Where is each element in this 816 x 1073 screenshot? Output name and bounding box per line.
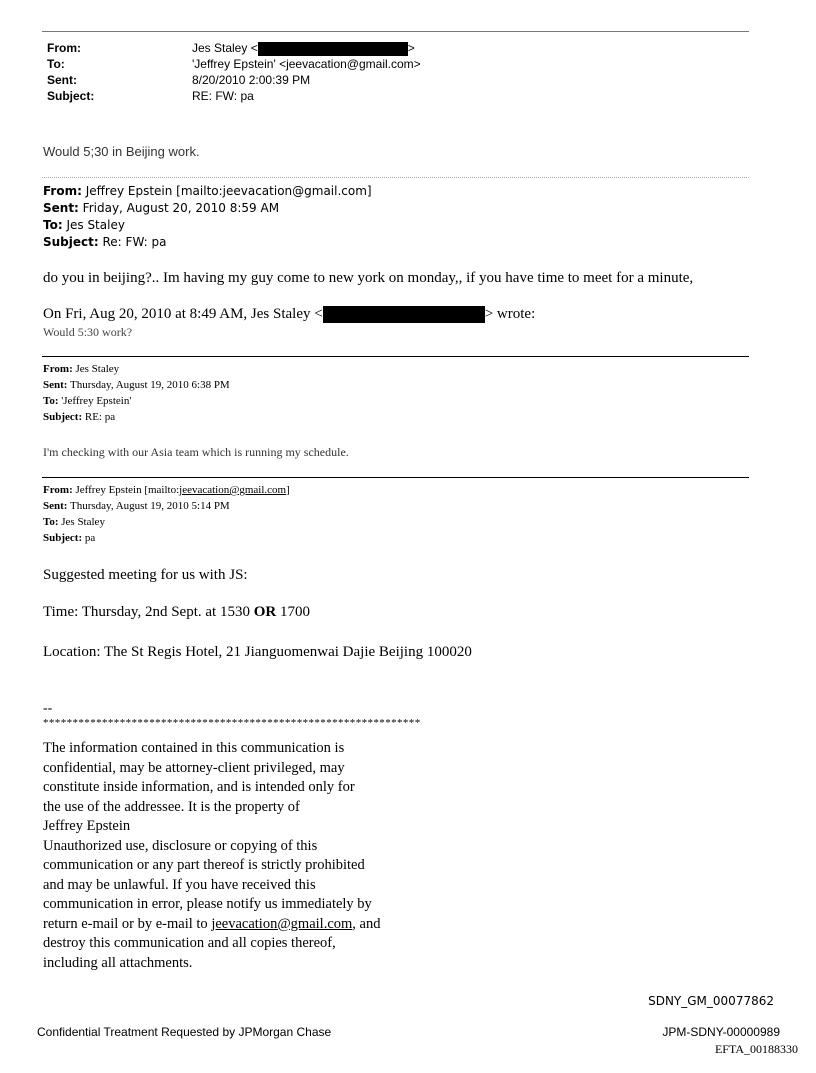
msg3-from: [43, 362, 119, 377]
signature-dashes: --: [43, 701, 53, 716]
msg2-subject: [43, 234, 166, 250]
msg4-to-label: To:: [43, 516, 59, 528]
quote-intro-end: > wrote:: [484, 306, 536, 322]
header-sent-value: 8/20/2010 2:00:39 PM: [192, 73, 311, 87]
msg2-quote-intro: [43, 306, 535, 323]
msg3-to-value: 'Jeffrey Epstein': [58, 395, 132, 407]
header-subject-label: Subject:: [47, 89, 95, 103]
msg2-subject-label: Subject:: [43, 235, 99, 249]
msg2-sent-value: Friday, August 20, 2010 8:59 AM: [78, 201, 280, 215]
msg3-sent: [43, 378, 230, 393]
bates-sdny: SDNY_GM_00077862: [648, 994, 774, 1008]
msg4-sent-value: Thursday, August 19, 2010 5:14 PM: [67, 500, 230, 512]
msg4-subject-value: pa: [82, 532, 96, 544]
disclaimer-line: constitute inside information, and is intended only for: [43, 779, 355, 795]
disclaimer-line: communication or any part thereof is strictly prohibited: [43, 857, 365, 873]
msg3-body: I'm checking with our Asia team which is running my schedule.: [43, 445, 349, 459]
msg3-subject: [43, 410, 115, 425]
msg3-sent-value: Thursday, August 19, 2010 6:38 PM: [67, 379, 230, 391]
top-rule: [42, 31, 749, 32]
redaction-box: [258, 42, 408, 56]
msg4-sent: [43, 499, 230, 514]
header-to-label: To:: [47, 57, 65, 71]
disclaimer-line: and may be unlawful. If you have received this: [43, 876, 316, 893]
disclaimer-line: including all attachments.: [43, 954, 193, 971]
msg3-to: [43, 394, 131, 409]
signature-disclaimer: [43, 739, 380, 973]
msg4-subject: [43, 531, 95, 546]
msg3-sent-label: Sent:: [43, 379, 68, 391]
header-from-value: [192, 40, 415, 56]
reply-body: Would 5;30 in Beijing work.: [43, 144, 200, 159]
msg2-to: [43, 217, 125, 233]
msg2-sent-label: Sent:: [43, 201, 79, 215]
msg3-from-label: From:: [43, 363, 73, 375]
msg3-subject-value: RE: pa: [82, 411, 116, 423]
msg2-subject-value: Re: FW: pa: [98, 235, 167, 249]
separator-rule-3: [42, 477, 749, 478]
disclaimer-line: Unauthorized use, disclosure or copying of this: [43, 837, 318, 854]
bates-jpm: JPM-SDNY-00000989: [662, 1025, 780, 1039]
header-from-label: From:: [47, 41, 81, 55]
msg4-location: Location: The St Regis Hotel, 21 Jianguomenwai Dajie Beijing 100020: [43, 644, 472, 660]
msg2-from: [43, 183, 372, 199]
return-line-end: , and: [352, 915, 381, 932]
msg2-from-label: From:: [43, 184, 82, 198]
from-name: Jes Staley <: [192, 41, 258, 55]
signature-email-link[interactable]: jeevacation@gmail.com: [211, 915, 353, 932]
msg4-to-value: Jes Staley: [58, 516, 105, 528]
msg4-subject-label: Subject:: [43, 532, 83, 544]
header-subject-value: RE: FW: pa: [192, 89, 254, 103]
header-sent-label: Sent:: [47, 73, 77, 87]
msg2-from-value: Jeffrey Epstein [mailto:jeevacation@gmail.com]: [81, 184, 372, 198]
msg4-time-prefix: Time: Thursday, 2nd Sept. at 1530: [43, 604, 254, 620]
msg4-body-line1: Suggested meeting for us with JS:: [43, 567, 248, 583]
header-to-value: 'Jeffrey Epstein' <jeevacation@gmail.com>: [192, 57, 421, 71]
disclaimer-return-line: [43, 915, 380, 935]
disclaimer-line: Jeffrey Epstein: [43, 818, 131, 834]
msg4-sent-label: Sent:: [43, 500, 68, 512]
disclaimer-line: the use of the addressee. It is the property of: [43, 798, 300, 815]
msg4-from-email-link[interactable]: jeevacation@gmail.com: [179, 484, 287, 496]
return-line-start: return e-mail or by e-mail to: [43, 915, 212, 932]
msg4-from-value-start: Jeffrey Epstein [mailto:: [72, 484, 180, 496]
msg4-from-label: From:: [43, 484, 73, 496]
signature-stars: ****************************************************************: [43, 717, 421, 729]
disclaimer-line: The information contained in this communication is: [43, 740, 345, 756]
msg3-from-value: Jes Staley: [72, 363, 120, 375]
msg2-sent: [43, 200, 279, 216]
redaction-box: [323, 306, 485, 323]
msg4-from: [43, 483, 290, 498]
from-end: >: [407, 41, 415, 55]
msg4-time: [43, 604, 310, 621]
disclaimer-line: communication in error, please notify us immediately by: [43, 896, 372, 912]
quote-intro-start: On Fri, Aug 20, 2010 at 8:49 AM, Jes Staley <: [43, 306, 323, 322]
msg2-to-value: Jes Staley: [62, 218, 125, 232]
disclaimer-line: confidential, may be attorney-client privileged, may: [43, 759, 345, 776]
footer-confidential: Confidential Treatment Requested by JPMorgan Chase: [37, 1025, 332, 1039]
msg4-time-suffix: 1700: [276, 604, 310, 620]
disclaimer-line: destroy this communication and all copies thereof,: [43, 935, 336, 951]
separator-rule-2: [42, 356, 749, 357]
msg3-to-label: To:: [43, 395, 59, 407]
msg2-to-label: To:: [43, 218, 63, 232]
msg2-quote-body: Would 5:30 work?: [43, 325, 133, 339]
msg4-time-or: OR: [253, 604, 277, 620]
msg3-subject-label: Subject:: [43, 411, 83, 423]
separator-rule-1: [42, 177, 749, 178]
efta-number: EFTA_00188330: [714, 1042, 798, 1056]
msg2-body: do you in beijing?.. Im having my guy come to new york on monday,, if you have time to meet for a minute,: [43, 270, 694, 286]
msg4-to: [43, 515, 105, 530]
msg4-from-value-end: ]: [286, 484, 290, 496]
